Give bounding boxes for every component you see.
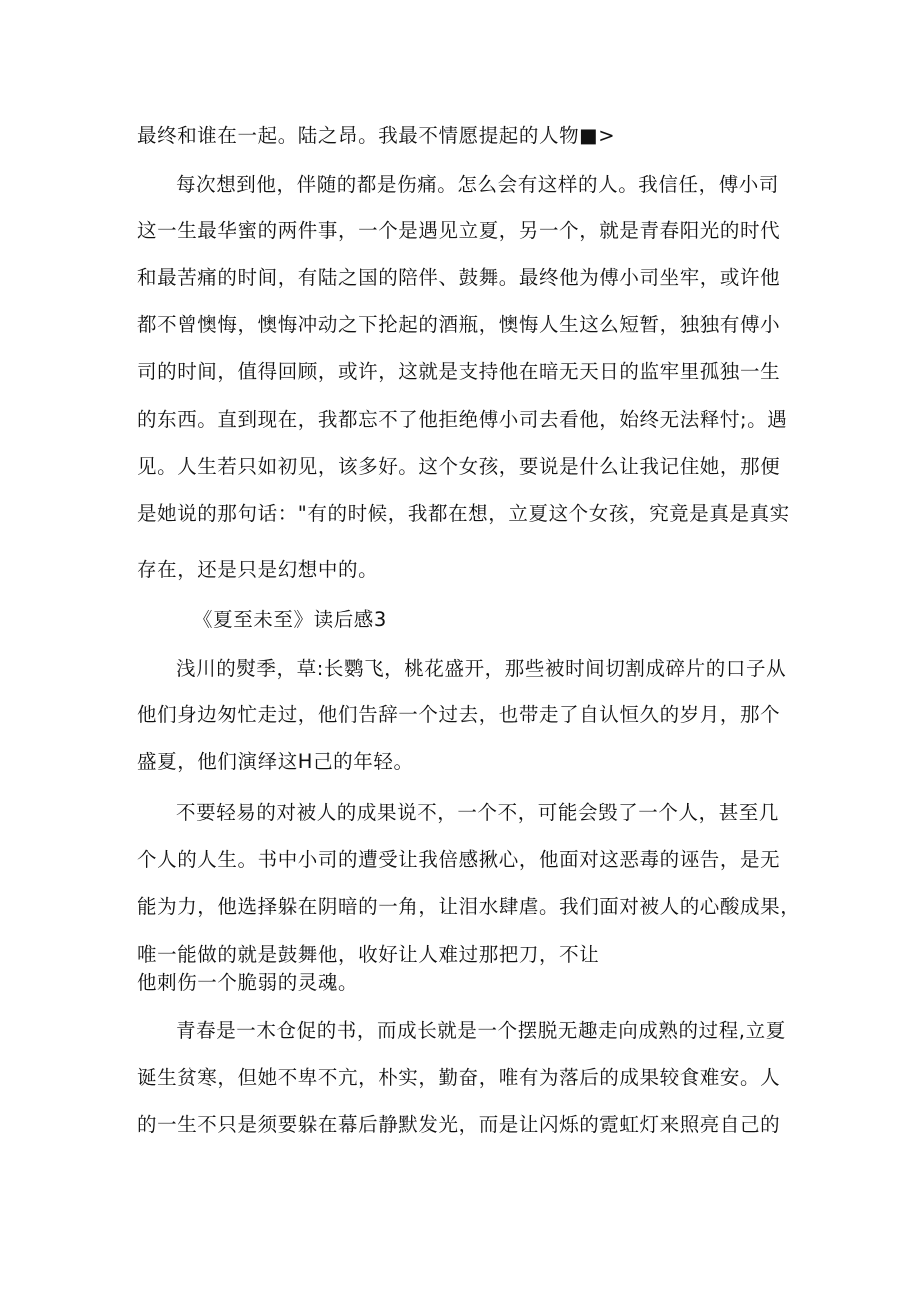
text-line: 和最苦痛的时间，有陆之国的陪伴、鼓舞。最终他为傅小司坐牢，或许他 xyxy=(137,266,781,289)
text-line: 不要轻易的对被人的成果说不，一个不，可能会毁了一个人，甚至几 xyxy=(176,801,780,824)
text-line: 司的时间，值得回顾，或许，这就是支持他在暗无天日的监牢里孤独一生 xyxy=(137,360,781,383)
text-line: 唯一能做的就是鼓舞他，收好让人难过那把刀，不让 xyxy=(137,943,600,966)
text-line: 这一生最华蜜的两件事，一个是遇见立夏，另一个，就是青春阳光的时代 xyxy=(137,219,781,242)
text-line: 浅川的熨季，草:长鹦飞，桃花盛开，那些被时间切割成碎片的口子从 xyxy=(176,657,787,680)
text-line: 每次想到他，伴随的都是伤痛。怎么会有这样的人。我信任，傅小司 xyxy=(176,173,780,196)
text-line: 见。人生若只如初见，该多好。这个女孩，要说是什么让我记住她，那便 xyxy=(137,455,781,478)
text-line: 能为力，他选择躲在阴暗的一角，让泪水肆虐。我们面对被人的心酸成果， xyxy=(137,895,801,918)
text-line: 他刺伤一个脆弱的灵魂。 xyxy=(137,971,359,994)
text-line: 青春是一木仓促的书，而成长就是一个摆脱无趣走向成熟的过程,立夏 xyxy=(176,1019,786,1042)
text-line: 存在，还是只是幻想中的。 xyxy=(137,558,379,581)
text-line: 他们身边匆忙走过，他们告辞一个过去，也带走了自认恒久的岁月，那个 xyxy=(137,703,781,726)
text-line: 个人的人生。书中小司的遭受让我倍感揪心，他面对这恶毒的诬告，是无 xyxy=(137,848,781,871)
text-line: 是她说的那句话："有的时候，我都在想，立夏这个女孩，究竟是真是真实 xyxy=(137,502,790,525)
text-line: 诞生贫寒，但她不卑不亢，朴实，勤奋，唯有为落后的成果较食难安。人 xyxy=(137,1066,781,1089)
text-line: 最终和谁在一起。陆之昂。我最不情愿提起的人物■> xyxy=(137,124,616,147)
section-heading: 《夏至未至》读后感3 xyxy=(193,608,387,631)
text-line: 盛夏，他们演绎这H己的年轻。 xyxy=(137,750,414,773)
text-line: 的一生不只是须要躲在幕后静默发光，而是让闪烁的霓虹灯来照亮自己的 xyxy=(137,1113,781,1136)
text-line: 都不曾懊悔，懊悔冲动之下抡起的酒瓶，懊悔人生这么短暂，独独有傅小 xyxy=(137,313,781,336)
text-line: 的东西。直到现在，我都忘不了他拒绝傅小司去看他，始终无法释忖;。遇 xyxy=(137,408,788,431)
